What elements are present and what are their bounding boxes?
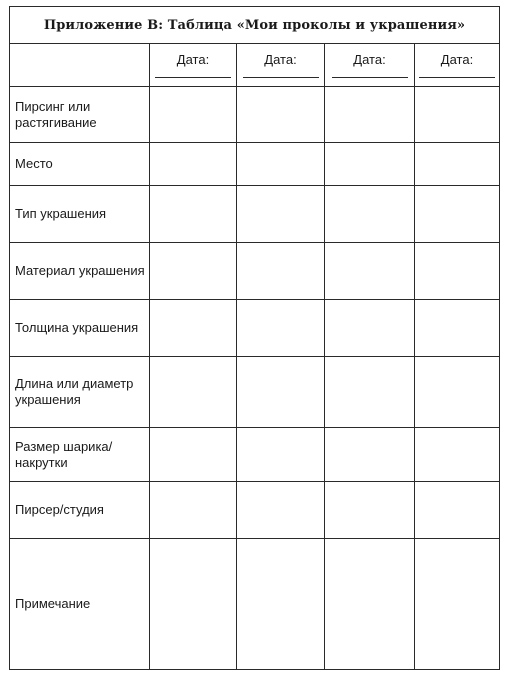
- row-label-jewelry-length-or-diameter: Длина или диаметр украшения: [10, 357, 150, 428]
- date-header-3[interactable]: [325, 44, 415, 87]
- date-header-2[interactable]: [237, 44, 325, 87]
- entry-cell[interactable]: [415, 300, 499, 357]
- entry-cell[interactable]: [415, 357, 499, 428]
- row-label-jewelry-material: Материал украшения: [10, 243, 150, 300]
- date-label: Дата:: [353, 52, 386, 67]
- entry-cell[interactable]: [150, 428, 237, 482]
- date-header-1[interactable]: [150, 44, 237, 87]
- entry-cell[interactable]: [415, 482, 499, 539]
- entry-cell[interactable]: [325, 143, 415, 186]
- entry-cell[interactable]: [237, 428, 325, 482]
- table-title-row: [10, 7, 499, 44]
- date-label: Дата:: [176, 52, 210, 67]
- date-write-line: [243, 77, 319, 78]
- entry-cell[interactable]: [150, 300, 237, 357]
- row-label-piercing-or-stretching: Пирсинг или растягивание: [10, 87, 150, 143]
- entry-cell[interactable]: [150, 482, 237, 539]
- entry-cell[interactable]: [415, 243, 499, 300]
- entry-cell[interactable]: [237, 87, 325, 143]
- date-write-line: [332, 77, 408, 78]
- entry-cell[interactable]: [415, 428, 499, 482]
- date-label: Дата:: [440, 52, 474, 67]
- entry-cell[interactable]: [237, 357, 325, 428]
- entry-cell[interactable]: [415, 87, 499, 143]
- entry-cell[interactable]: [237, 300, 325, 357]
- header-corner-cell: [10, 44, 150, 87]
- date-header-4[interactable]: [415, 44, 499, 87]
- row-label-jewelry-type: Тип украшения: [10, 186, 150, 243]
- entry-cell[interactable]: [415, 143, 499, 186]
- entry-cell[interactable]: [237, 143, 325, 186]
- row-label-piercer-studio: Пирсер/студия: [10, 482, 150, 539]
- entry-cell[interactable]: [150, 87, 237, 143]
- entry-cell[interactable]: [237, 539, 325, 669]
- entry-cell[interactable]: [415, 186, 499, 243]
- entry-cell[interactable]: [325, 428, 415, 482]
- table-title: Приложение В: Таблица «Мои проколы и украшения»: [43, 17, 466, 33]
- row-label-ball-size: Размер шарика/ накрутки: [10, 428, 150, 482]
- entry-cell[interactable]: [325, 357, 415, 428]
- entry-cell[interactable]: [325, 482, 415, 539]
- table-grid: [10, 44, 499, 669]
- piercing-log-table: [9, 6, 500, 670]
- entry-cell[interactable]: [150, 539, 237, 669]
- date-write-line: [419, 77, 495, 78]
- entry-cell[interactable]: [325, 539, 415, 669]
- date-label: Дата:: [264, 52, 297, 67]
- entry-cell[interactable]: [150, 143, 237, 186]
- entry-cell[interactable]: [150, 186, 237, 243]
- row-label-notes: Примечание: [10, 539, 150, 669]
- entry-cell[interactable]: [150, 357, 237, 428]
- entry-cell[interactable]: [325, 87, 415, 143]
- entry-cell[interactable]: [325, 300, 415, 357]
- row-label-jewelry-gauge: Толщина украшения: [10, 300, 150, 357]
- entry-cell[interactable]: [415, 539, 499, 669]
- entry-cell[interactable]: [325, 186, 415, 243]
- date-write-line: [155, 77, 231, 78]
- entry-cell[interactable]: [237, 186, 325, 243]
- entry-cell[interactable]: [237, 243, 325, 300]
- row-label-location: Место: [10, 143, 150, 186]
- entry-cell[interactable]: [325, 243, 415, 300]
- entry-cell[interactable]: [150, 243, 237, 300]
- entry-cell[interactable]: [237, 482, 325, 539]
